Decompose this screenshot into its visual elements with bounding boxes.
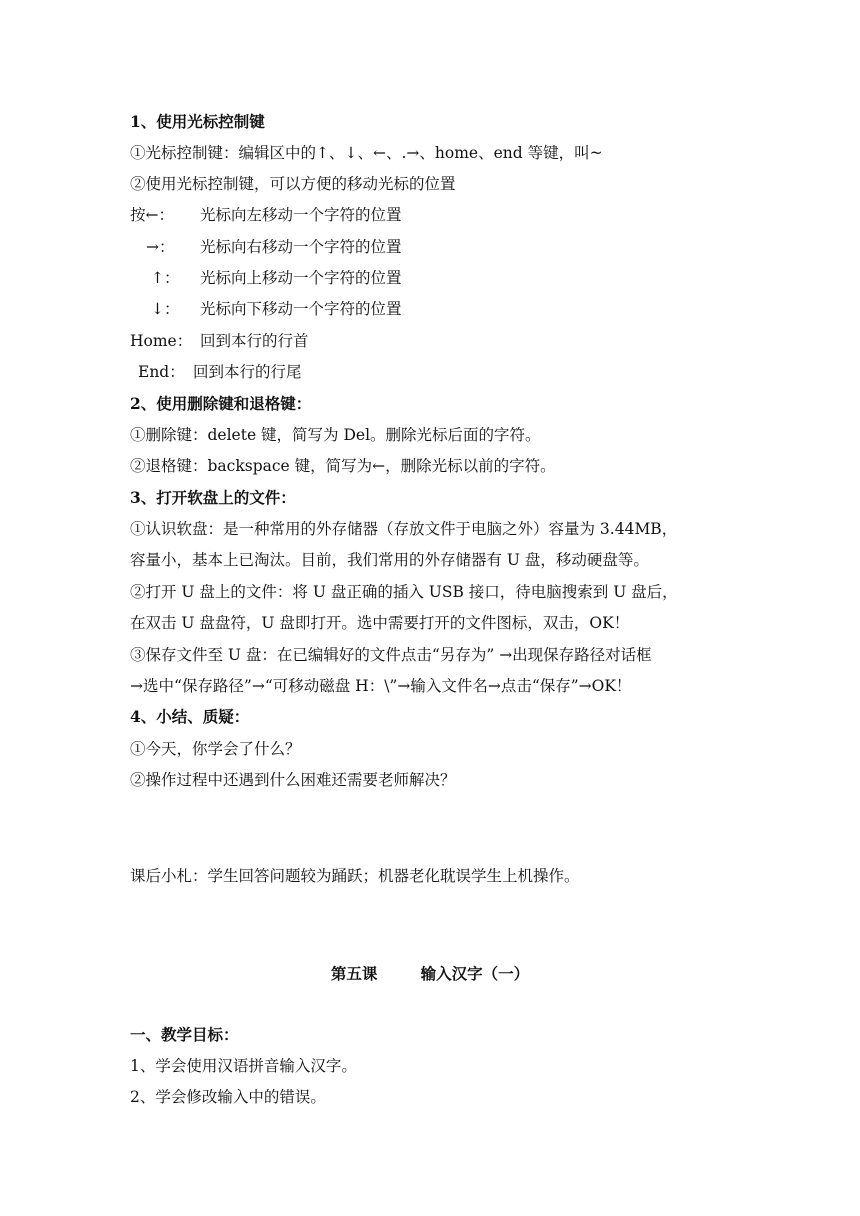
section1-line2: ②使用光标控制键，可以方便的移动光标的位置 bbox=[130, 175, 456, 193]
section3-line1: ①认识软盘：是一种常用的外存储器（存放文件于电脑之外）容量为 3.44MB， bbox=[130, 520, 678, 538]
key-left-label: 按←： bbox=[130, 206, 174, 224]
key-end-desc: 回到本行的行尾 bbox=[193, 363, 302, 381]
goal-item-2: 2、学会修改输入中的错误。 bbox=[130, 1088, 326, 1106]
section3-line4: 在双击 U 盘盘符，U 盘即打开。选中需要打开的文件图标，双击，OK！ bbox=[130, 614, 630, 632]
key-right-label: →： bbox=[146, 238, 175, 256]
section3-line6: →选中“保存路径”→“可移动磁盘 H：\”→输入文件名→点击“保存”→OK！ bbox=[130, 677, 632, 695]
key-down-label: ↓： bbox=[151, 300, 180, 318]
key-down-desc: 光标向下移动一个字符的位置 bbox=[200, 300, 402, 318]
section4-line2: ②操作过程中还遇到什么困难还需要老师解决？ bbox=[130, 771, 456, 789]
section3-line3: ②打开 U 盘上的文件：将 U 盘正确的插入 USB 接口，待电脑搜索到 U 盘后， bbox=[130, 583, 678, 601]
section1-heading: 1、使用光标控制键 bbox=[130, 112, 265, 131]
key-up-desc: 光标向上移动一个字符的位置 bbox=[200, 269, 402, 287]
key-home-label: Home： bbox=[130, 332, 193, 350]
section3-line2: 容量小，基本上已淘汰。目前，我们常用的外存储器有 U 盘，移动硬盘等。 bbox=[130, 551, 649, 569]
section3-heading: 3、打开软盘上的文件： bbox=[130, 488, 296, 507]
section2-line2: ②退格键：backspace 键，简写为←，删除光标以前的字符。 bbox=[130, 457, 556, 475]
key-right-desc: 光标向右移动一个字符的位置 bbox=[200, 238, 402, 256]
post-class-note: 课后小札：学生回答问题较为踊跃；机器老化耽误学生上机操作。 bbox=[130, 867, 580, 885]
section1-line1: ①光标控制键：编辑区中的↑、↓、←、.→、home、end 等键，叫~ bbox=[130, 144, 603, 162]
section4-heading: 4、小结、质疑： bbox=[130, 707, 250, 726]
goal-item-1: 1、学会使用汉语拼音输入汉字。 bbox=[130, 1057, 357, 1075]
section3-line5: ③保存文件至 U 盘：在已编辑好的文件点击“另存为” →出现保存路径对话框 bbox=[130, 646, 652, 664]
section2-heading: 2、使用删除键和退格键： bbox=[130, 394, 312, 413]
key-end-label: End： bbox=[138, 363, 185, 381]
lesson-title: 第五课 输入汉字（一） bbox=[330, 964, 530, 983]
key-home-desc: 回到本行的行首 bbox=[200, 332, 309, 350]
key-up-label: ↑： bbox=[151, 269, 180, 287]
section2-line1: ①删除键：delete 键，简写为 Del。删除光标后面的字符。 bbox=[130, 426, 541, 444]
section4-line1: ①今天，你学会了什么？ bbox=[130, 740, 301, 758]
teaching-goals-heading: 一、教学目标： bbox=[130, 1025, 239, 1044]
key-left-desc: 光标向左移动一个字符的位置 bbox=[200, 206, 402, 224]
